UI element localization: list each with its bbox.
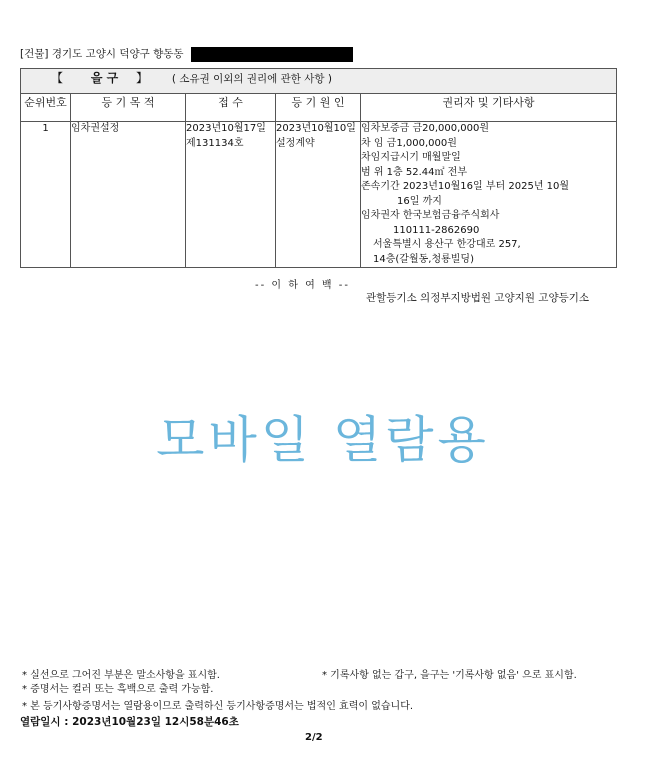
entry-reception (186, 122, 276, 268)
section-bracket-close: 】 (136, 71, 149, 85)
reception-number: 제131134호 (186, 137, 244, 149)
note-color-print: * 증명서는 컬러 또는 흑백으로 출력 가능함. (22, 684, 214, 695)
section-description: ( 소유권 이외의 권리에 관한 사항 ) (171, 73, 332, 85)
col-cause: 등 기 원 인 (276, 94, 361, 122)
table-row (21, 122, 617, 268)
note-legal-effect: * 본 등기사항증명서는 열람용이므로 출력하신 등기사항증명서는 법적인 효력이 없습니다. (22, 701, 414, 712)
entry-cause (276, 122, 361, 268)
note-strikethrough: * 실선으로 그어진 부분은 말소사항을 표시함. (22, 670, 220, 681)
detail-duration: 존속기간 2023년10월16일 부터 2025년 10월 (361, 181, 570, 192)
column-header-row (21, 94, 617, 122)
detail-lessee-address: 서울특별시 용산구 한강대로 257, (373, 239, 521, 250)
detail-lessee-id: 110111-2862690 (393, 224, 480, 236)
note-no-records: * 기록사항 없는 갑구, 을구는 '기록사항 없음' 으로 표시함. (322, 670, 577, 681)
detail-payment-time: 차임지급시기 매월말일 (361, 152, 461, 163)
detail-lessee: 임차권자 한국보험금융주식회사 (361, 210, 500, 221)
end-mark: -- 이 하 여 백 -- (255, 280, 350, 291)
detail-deposit: 임차보증금 금20,000,000원 (361, 123, 490, 134)
registry-office: 관할등기소 의정부지방법원 고양지원 고양등기소 (366, 292, 590, 304)
section-name: 을 구 (90, 71, 119, 85)
detail-duration-end: 16일 까지 (397, 195, 442, 207)
col-rank: 순위번호 (21, 94, 71, 122)
property-header (20, 46, 353, 62)
entry-details (361, 122, 617, 268)
register-table (20, 68, 617, 268)
section-bracket-open: 【 (51, 71, 64, 85)
detail-rent: 차 임 금1,000,000원 (361, 137, 457, 149)
redaction-bar (191, 47, 353, 62)
cause-date: 2023년10월10일 (276, 123, 356, 134)
detail-lessee-address-2: 14층(갈월동,청룡빌딩) (373, 253, 474, 265)
col-purpose: 등 기 목 적 (71, 94, 186, 122)
col-details: 권리자 및 기타사항 (361, 94, 617, 122)
entry-purpose: 임차권설정 (71, 122, 186, 268)
property-label: [건물] 경기도 고양시 덕양구 향동동 (20, 48, 184, 60)
view-datetime: 열람일시 : 2023년10월23일 12시58분46초 (20, 716, 239, 728)
entry-rank: 1 (21, 122, 71, 268)
reception-date: 2023년10월17일 (186, 123, 266, 134)
section-header-row (21, 69, 617, 94)
detail-scope: 범 위 1층 52.44㎡ 전부 (361, 166, 468, 178)
watermark: 모바일 열람용 (156, 411, 490, 469)
cause-text: 설정계약 (276, 137, 315, 149)
page-number: 2/2 (305, 732, 323, 743)
col-reception: 접 수 (186, 94, 276, 122)
section-title (21, 69, 616, 86)
